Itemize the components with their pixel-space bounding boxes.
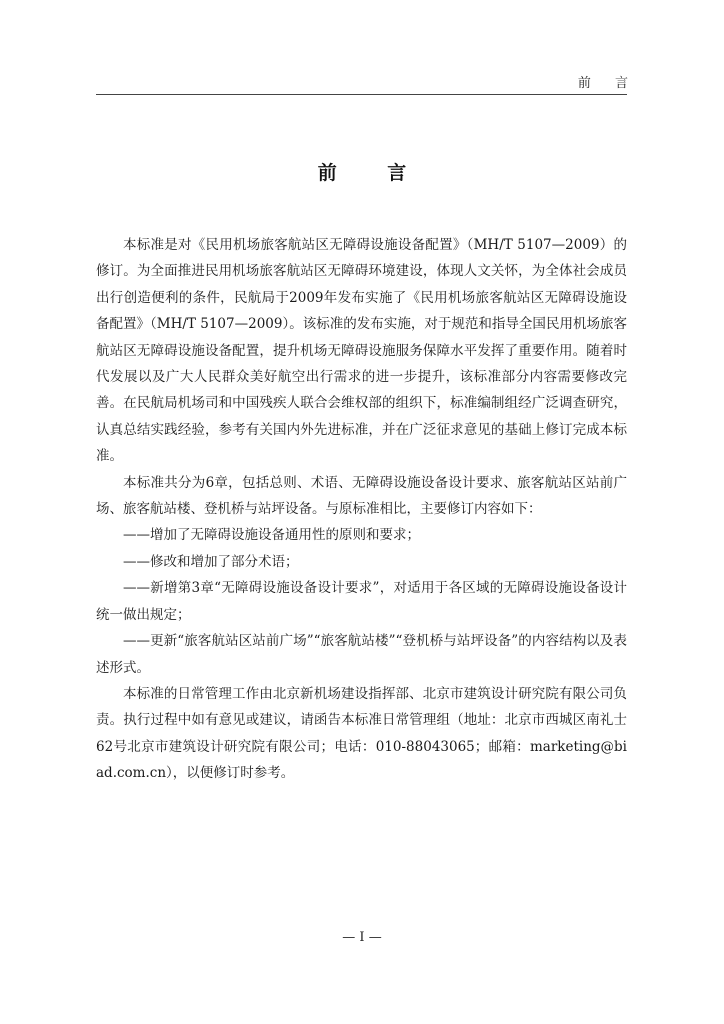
header-divider <box>96 94 627 95</box>
page-title: 前 言 <box>317 162 429 184</box>
list-item-revision-1: ——增加了无障碍设施设备通用性的原则和要求； <box>123 527 420 544</box>
list-item-revision-3: ——新增第3章“无障碍设施设备设计要求”，对适用于各区域的无障碍设施设备设计统一做出规定； <box>96 580 627 623</box>
body-text <box>96 232 627 787</box>
paragraph-management: 本标准的日常管理工作由北京新机场建设指挥部、北京市建筑设计研究院有限公司负责。执行过程中如有意见或建议，请函告本标准日常管理组（地址：北京市西城区南礼士62号北京市建筑设计研究院有限公司；电话：010-88043065；邮箱：marketing@biad.com.cn），以便修订时参考。 <box>96 685 627 782</box>
paragraph-intro: 本标准是对《民用机场旅客航站区无障碍设施设备配置》（MH/T 5107—2009）的修订。为全面推进民用机场旅客航站区无障碍环境建设，体现人文关怀，为全体社会成员出行创造便利的条件，民航局于2009年发布实施了《民用机场旅客航站区无障碍设施设备配置》（MH/T 5107—2009）。该标准的发布实施，对于规范和指导全国民用机场旅客航站区无障碍设施设备配置，提升机场无障碍设施服务保障水平发挥了重要作用。随着时代发展以及广大人民群众美好航空出行需求的进一步提升，该标准部分内容需要修改完善。在民航局机场司和中国残疾人联合会维权部的组织下，标准编制组经广泛调查研究，认真总结实践经验，参考有关国内外先进标准，并在广泛征求意见的基础上修订完成本标准。 <box>96 237 627 465</box>
running-header: 前 言 <box>577 76 638 91</box>
paragraph-structure: 本标准共分为6章，包括总则、术语、无障碍设施设备设计要求、旅客航站区站前广场、旅客航站楼、登机桥与站坪设备。与原标准相比，主要修订内容如下： <box>96 474 627 518</box>
list-item-revision-4: ——更新“旅客航站区站前广场”“旅客航站楼”“登机桥与站坪设备”的内容结构以及表述形式。 <box>96 633 627 676</box>
page-number: — Ⅰ — <box>342 930 382 945</box>
list-item-revision-2: ——修改和增加了部分术语； <box>123 553 299 570</box>
